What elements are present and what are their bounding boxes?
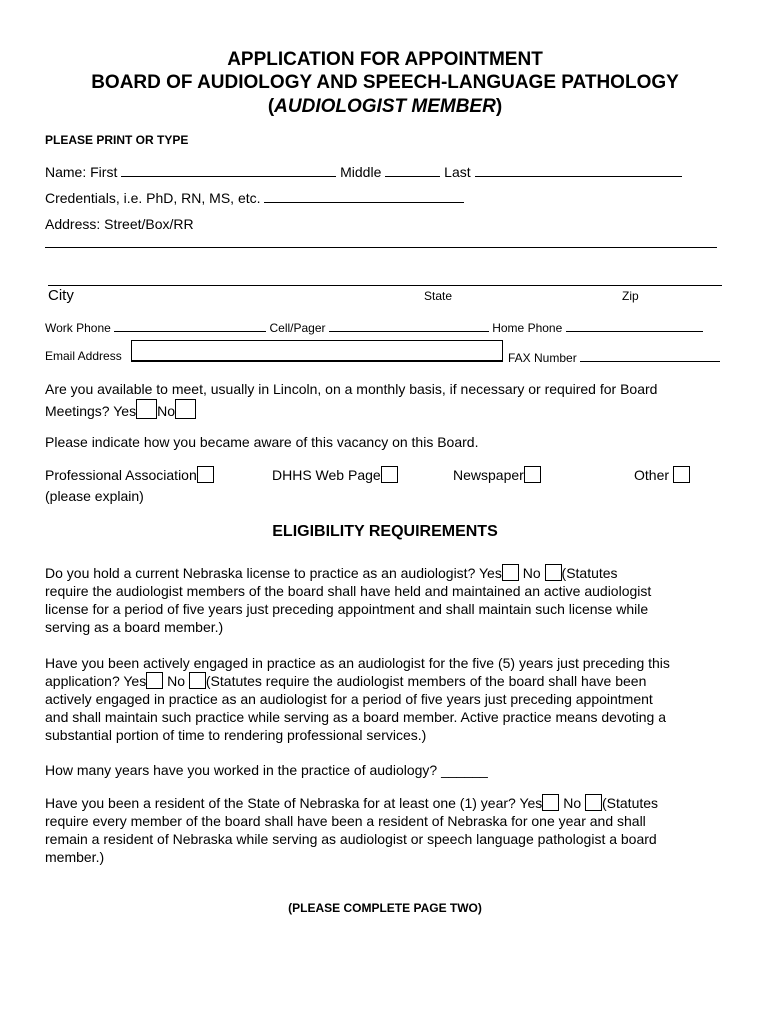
vacancy-dhhs	[272, 466, 398, 483]
work-phone-label: Work Phone	[45, 321, 111, 335]
member-type	[0, 96, 770, 118]
last-name-label: Last	[444, 164, 471, 180]
credentials-row	[45, 190, 464, 206]
board-name: BOARD OF AUDIOLOGY AND SPEECH-LANGUAGE PATHOLOGY	[91, 72, 679, 93]
practice-question-line-4: and shall maintain such practice while serving as a board member. Active practice means devoting a	[45, 709, 666, 725]
please-explain-label: (please explain)	[45, 488, 144, 504]
license-no-checkbox[interactable]	[545, 564, 562, 581]
practice-question-line-1: Have you been actively engaged in practice as an audiologist for the five (5) years just preceding this	[45, 655, 670, 671]
residency-question-text: Have you been a resident of the State of Nebraska for at least one (1) year? Yes	[45, 795, 543, 811]
state-label: State	[424, 289, 453, 303]
practice-question-line-3: actively engaged in practice as an audiologist for a period of five years just preceding appointment	[45, 691, 653, 707]
dhhs-web-page-checkbox[interactable]	[381, 466, 398, 483]
fax-row	[508, 349, 720, 365]
professional-association-checkbox[interactable]	[197, 466, 214, 483]
availability-line-1: Are you available to meet, usually in Lincoln, on a monthly basis, if necessary or required for Board	[45, 381, 658, 397]
phones-row	[45, 319, 703, 335]
paren-open: (	[267, 96, 275, 117]
license-statutes-line-2: require the audiologist members of the board shall have held and maintained an active audiologist	[45, 583, 652, 599]
residency-yes-checkbox[interactable]	[542, 794, 559, 811]
license-question	[45, 564, 725, 636]
eligibility-heading: ELIGIBILITY REQUIREMENTS	[272, 523, 498, 540]
print-instructions: PLEASE PRINT OR TYPE	[45, 133, 189, 147]
years-question: How many years have you worked in the practice of audiology? ______	[45, 762, 488, 778]
vacancy-professional-association	[45, 466, 214, 483]
cell-pager-field[interactable]	[329, 319, 489, 332]
form-title: APPLICATION FOR APPOINTMENT	[227, 49, 543, 70]
fax-label: FAX Number	[508, 351, 577, 365]
license-statutes-line-3: license for a period of five years just preceding appointment and shall maintain such license while	[45, 601, 649, 617]
availability-line-2	[45, 399, 196, 419]
availability-yes-checkbox[interactable]	[136, 399, 157, 419]
practice-question-line-5: substantial portion of time to rendering professional services.)	[45, 727, 427, 743]
residency-question-line-1	[45, 794, 725, 812]
license-no-label: No	[522, 565, 541, 581]
first-name-label: Name: First	[45, 164, 118, 180]
residency-statutes-line-4: member.)	[45, 849, 105, 865]
practice-statutes-start: (Statutes require the audiologist members of the board shall have been	[205, 673, 647, 689]
license-question-line-1	[45, 564, 725, 582]
zip-label: Zip	[622, 289, 639, 303]
residency-statutes-line-2: require every member of the board shall have been a resident of Nebraska for one year and shall	[45, 813, 646, 829]
city-label: City	[48, 287, 74, 304]
practice-question-line-2	[45, 672, 725, 690]
residency-statutes-start: (Statutes	[602, 795, 659, 811]
work-phone-field[interactable]	[114, 319, 266, 332]
vacancy-newspaper	[453, 466, 541, 483]
page-two-notice: (PLEASE COMPLETE PAGE TWO)	[288, 901, 482, 915]
email-label: Email Address	[45, 349, 122, 363]
practice-yes-label: application? Yes	[45, 673, 147, 689]
address-line-2[interactable]	[48, 285, 722, 286]
vacancy-question: Please indicate how you became aware of this vacancy on this Board.	[45, 434, 479, 450]
paren-close: )	[495, 96, 503, 117]
credentials-field[interactable]	[264, 190, 464, 203]
license-question-text: Do you hold a current Nebraska license to practice as an audiologist? Yes	[45, 565, 502, 581]
address-label: Address: Street/Box/RR	[45, 216, 194, 232]
residency-statutes-line-3: remain a resident of Nebraska while serving as audiologist or speech language pathologist a board	[45, 831, 657, 847]
residency-no-label: No	[563, 795, 582, 811]
practice-no-checkbox[interactable]	[189, 672, 206, 689]
professional-association-label: Professional Association	[45, 467, 197, 483]
other-label: Other	[634, 467, 670, 483]
credentials-label: Credentials, i.e. PhD, RN, MS, etc.	[45, 190, 261, 206]
newspaper-label: Newspaper	[453, 467, 524, 483]
vacancy-other	[634, 466, 690, 483]
availability-yes-label: Meetings? Yes	[45, 403, 137, 419]
availability-no-checkbox[interactable]	[175, 399, 196, 419]
availability-no-label: No	[157, 403, 175, 419]
residency-question	[45, 794, 725, 866]
dhhs-web-page-label: DHHS Web Page	[272, 467, 381, 483]
last-name-field[interactable]	[475, 164, 682, 177]
cell-pager-label: Cell/Pager	[269, 321, 326, 335]
practice-no-label: No	[167, 673, 185, 689]
member-type-label: AUDIOLOGIST MEMBER	[274, 96, 496, 117]
license-statutes-line-4: serving as a board member.)	[45, 619, 224, 635]
name-row	[45, 164, 682, 180]
fax-field[interactable]	[580, 349, 720, 362]
middle-name-field[interactable]	[385, 164, 440, 177]
license-yes-checkbox[interactable]	[502, 564, 519, 581]
license-statutes-start: (Statutes	[561, 565, 618, 581]
middle-name-label: Middle	[340, 164, 382, 180]
email-field[interactable]	[131, 340, 503, 362]
other-checkbox[interactable]	[673, 466, 690, 483]
practice-yes-checkbox[interactable]	[146, 672, 163, 689]
home-phone-field[interactable]	[566, 319, 703, 332]
first-name-field[interactable]	[121, 164, 336, 177]
newspaper-checkbox[interactable]	[524, 466, 541, 483]
practice-question	[45, 654, 725, 744]
address-line-1[interactable]	[45, 247, 717, 248]
residency-no-checkbox[interactable]	[585, 794, 602, 811]
home-phone-label: Home Phone	[492, 321, 563, 335]
